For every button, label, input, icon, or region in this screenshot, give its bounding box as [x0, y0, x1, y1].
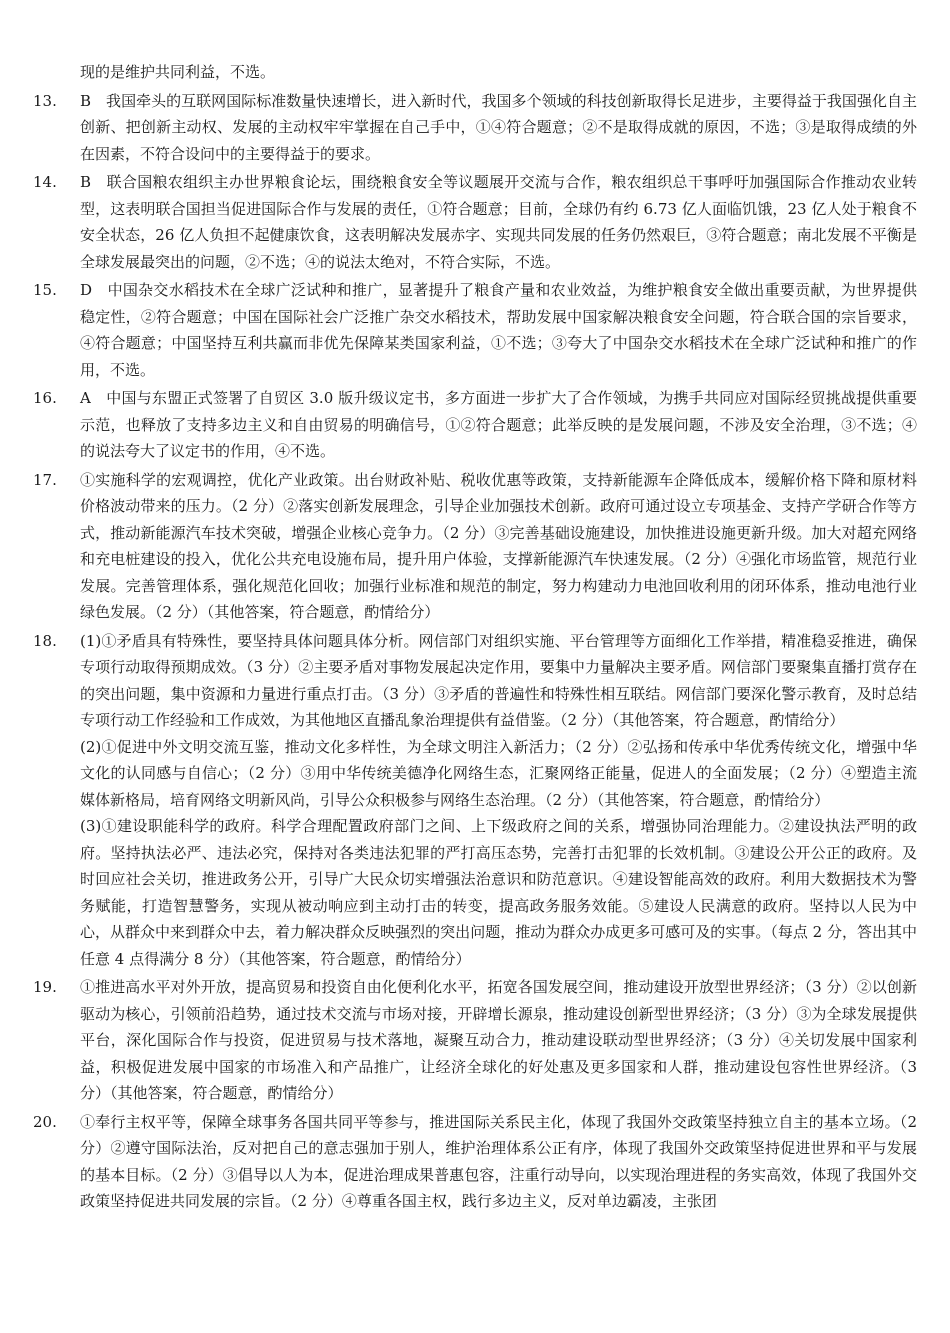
- answer-item-13: [33, 88, 917, 168]
- answer-paragraph: ①奉行主权平等，保障全球事务各国共同平等参与，推进国际关系民主化，体现了我国外交政策坚持独立自主的基本立场。（2 分）②遵守国际法治，反对把自己的意志强加于别人，维护治理体系公正有序，体现了我国外交政策坚持促进世界和平与发展的基本目标。（2 分）③倡导以人为本，促进治理成果普惠包容，注重行动导向，以实现治理进程的务实高效，体现了我国外交政策坚持促进共同发展的宗旨。（2 分）④尊重各国主权，践行多边主义，反对单边霸凌，主张团: [80, 1112, 917, 1210]
- answer-paragraph-part-2: (2)①促进中外文明交流互鉴，推动文化多样性，为全球文明注入新活力；（2 分）②弘扬和传承中华优秀传统文化，增强中华文化的认同感与自信心；（2 分）③用中华传统美德净化网络生态，汇聚网络正能量，促进人的全面发展；（2 分）④塑造主流媒体新格局，培育网络文明新风尚，引导公众积极参与网络生态治理。（2 分）（其他答案，符合题意，酌情给分）: [80, 737, 917, 809]
- answer-item-19: [33, 974, 917, 1107]
- answer-item-16: [33, 385, 917, 465]
- item-number: 16.: [33, 389, 57, 407]
- continuation-text: 现的是维护共同利益，不选。: [80, 63, 276, 81]
- item-number: 20.: [33, 1112, 57, 1131]
- item-number: 14.: [33, 173, 57, 191]
- answer-paragraph: B 我国牵头的互联网国际标准数量快速增长，进入新时代，我国多个领域的科技创新取得长足进步，主要得益于我国强化自主创新、把创新主动权、发展的主动权牢牢掌握在自己手中，①④符合题意；②不是取得成就的原因，不选；③是取得成绩的外在因素，不符合设问中的主要得益于的要求。: [80, 91, 917, 163]
- answer-paragraph: D 中国杂交水稻技术在全球广泛试种和推广，显著提升了粮食产量和农业效益，为维护粮食安全做出重要贡献，为世界提供稳定性，②符合题意；中国在国际社会广泛推广杂交水稻技术，帮助发展中国家解决粮食安全问题，符合联合国的宗旨要求，④符合题意；中国坚持互利共赢而非优先保障某类国家利益，①不选；③夸大了中国杂交水稻技术在全球广泛试种和推广的作用，不选。: [80, 281, 917, 379]
- answer-content: [33, 59, 917, 1217]
- answer-paragraph: ①实施科学的宏观调控，优化产业政策。出台财政补贴、税收优惠等政策，支持新能源车企降低成本，缓解价格下降和原材料价格波动带来的压力。（2 分）②落实创新发展理念，引导企业加强技术创新。政府可通过设立专项基金、支持产学研合作等方式，推动新能源汽车技术突破，增强企业核心竞争力。（2 分）③完善基础设施建设，加快推进设施更新升级。加大对超充网络和充电桩建设的投入，优化公共充电设施布局，提升用户体验，支撑新能源汽车快速发展。（2 分）④强化市场监管，规范行业发展。完善管理体系，强化规范化回收；加强行业标准和规范的制定，努力构建动力电池回收利用的闭环体系，推动电池行业绿色发展。（2 分）（其他答案，符合题意，酌情给分）: [80, 470, 917, 621]
- answer-paragraph: ①推进高水平对外开放，提高贸易和投资自由化便利化水平，拓宽各国发展空间，推动建设开放型世界经济；（3 分）②以创新驱动为核心，引领前沿趋势，通过技术交流与市场对接，开辟增长源泉，推动建设创新型世界经济；（3 分）③为全球发展提供平台，深化国际合作与投资，促进贸易与技术落地，凝聚互动合力，推动建设联动型世界经济；（3 分）④关切发展中国家利益，积极促进发展中国家的市场准入和产品推广，让经济全球化的好处惠及更多国家和人群，推动建设包容性世界经济。（3 分）（其他答案，符合题意，酌情给分）: [80, 978, 917, 1102]
- answer-paragraph-part-3: (3)①建设职能科学的政府。科学合理配置政府部门之间、上下级政府之间的关系，增强协同治理能力。②建设执法严明的政府。坚持执法必严、违法必究，保持对各类违法犯罪的严打高压态势，完善打击犯罪的长效机制。③建设公开公正的政府。及时回应社会关切，推进政务公开，引导广大民众切实增强法治意识和防范意识。④建设智能高效的政府。利用大数据技术为警务赋能，打造智慧警务，实现从被动响应到主动打击的转变，提高政务服务效能。⑤建设人民满意的政府。坚持以人民为中心，从群众中来到群众中去，着力解决群众反映强烈的突出问题，推动为群众办成更多可感可及的实事。（每点 2 分，答出其中任意 4 点得满分 8 分）（其他答案，符合题意，酌情给分）: [80, 817, 917, 968]
- answer-item-15: [33, 277, 917, 383]
- item-number: 15.: [33, 281, 57, 299]
- item-number: 19.: [33, 978, 57, 996]
- item-number: 17.: [33, 470, 57, 489]
- item-number: 13.: [33, 91, 57, 110]
- answer-item-18: [33, 628, 917, 973]
- answer-paragraph-part-1: (1)①矛盾具有特殊性，要坚持具体问题具体分析。网信部门对组织实施、平台管理等方面细化工作举措，精准稳妥推进，确保专项行动取得预期成效。（3 分）②主要矛盾对事物发展起决定作用，要集中力量解决主要矛盾。网信部门要聚集直播打赏存在的突出问题，集中资源和力量进行重点打击。（3 分）③矛盾的普遍性和特殊性相互联结。网信部门要深化警示教育，及时总结专项行动工作经验和工作成效，为其他地区直播乱象治理提供有益借鉴。（2 分）（其他答案，符合题意，酌情给分）: [80, 631, 917, 729]
- answer-paragraph: A 中国与东盟正式签署了自贸区 3.0 版升级议定书，多方面进一步扩大了合作领域，为携手共同应对国际经贸挑战提供重要示范，也释放了支持多边主义和自由贸易的明确信号，①②符合题意；此举反映的是发展问题，不涉及安全治理，③不选；④的说法夸大了议定书的作用，④不选。: [80, 389, 917, 460]
- answer-paragraph: B 联合国粮农组织主办世界粮食论坛，围绕粮食安全等议题展开交流与合作，粮农组织总干事呼吁加强国际合作推动农业转型，这表明联合国担当促进国际合作与发展的责任，①符合题意；目前，全球仍有约 6.73 亿人面临饥饿，23 亿人处于粮食不安全状态，26 亿人负担不起健康饮食，这表明解决发展赤字、实现共同发展的任务仍然艰巨，③符合题意；南北发展不平衡是全球发展最突出的问题，②不选；④的说法太绝对，不符合实际，不选。: [80, 173, 917, 271]
- answer-item-14: [33, 169, 917, 275]
- answer-item-20: [33, 1109, 917, 1215]
- item-number: 18.: [33, 631, 57, 650]
- answer-item-17: [33, 467, 917, 626]
